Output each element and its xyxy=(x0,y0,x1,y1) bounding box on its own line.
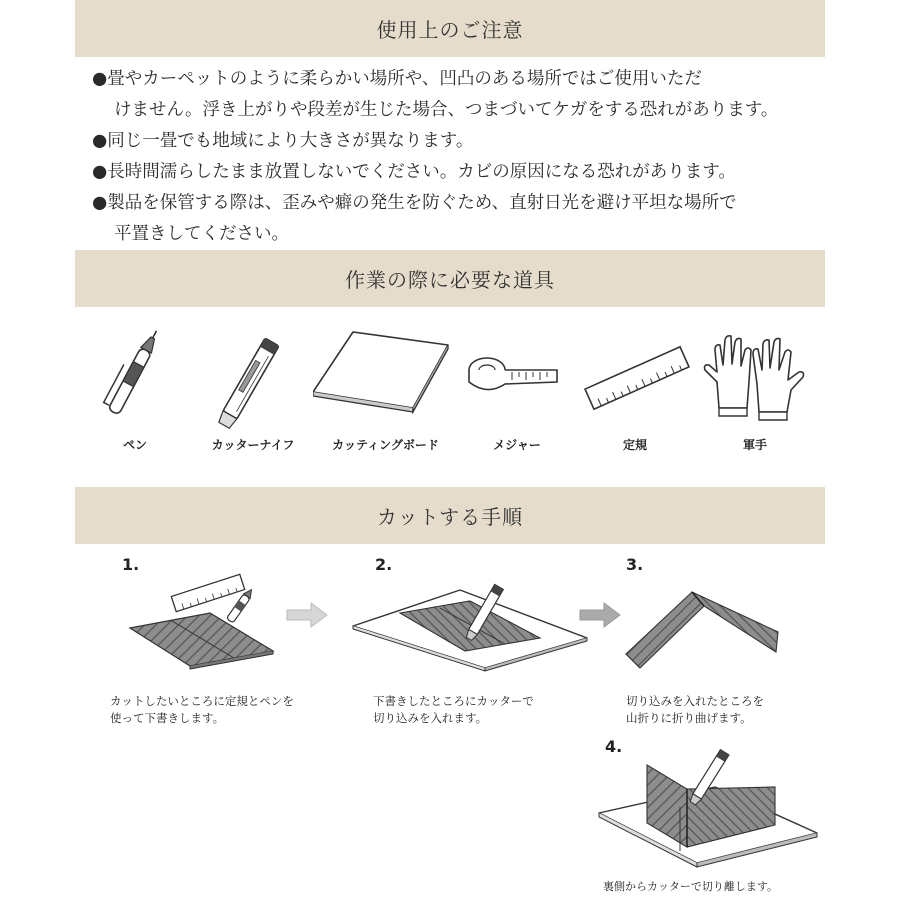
work-gloves-icon xyxy=(695,320,815,430)
step-4-caption: 裏側からカッターで切り離します。 xyxy=(603,880,779,893)
arrow-right-icon-2 xyxy=(578,600,623,630)
tool-tape-measure xyxy=(457,320,577,460)
tool-cutter-knife xyxy=(193,320,313,460)
step-4 xyxy=(595,735,825,900)
step-3-caption: 切り込みを入れたところを 山折りに折り曲げます。 xyxy=(626,694,764,725)
ruler-icon xyxy=(575,320,705,430)
pen-icon xyxy=(75,320,195,430)
step-1-number: 1. xyxy=(122,555,140,574)
tool-label-work-gloves: 軍手 xyxy=(742,438,767,452)
step-1 xyxy=(110,553,330,753)
caution-list xyxy=(92,64,832,250)
step-2-illustration xyxy=(345,568,595,678)
step-3-illustration xyxy=(622,568,822,678)
step-4-number: 4. xyxy=(605,737,623,756)
steps-header xyxy=(75,487,825,544)
caution-title: 使用上のご注意 xyxy=(376,18,524,42)
tool-label-cutter-knife: カッターナイフ xyxy=(211,438,295,452)
caution-item-4-line2: 平置きしてください。 xyxy=(114,224,289,244)
tool-label-ruler: 定規 xyxy=(622,438,647,452)
tool-pen xyxy=(75,320,195,460)
tool-ruler xyxy=(575,320,695,460)
step-2 xyxy=(345,553,595,753)
tool-work-gloves xyxy=(695,320,815,460)
tools-title: 作業の際に必要な道具 xyxy=(345,268,555,292)
tool-label-tape-measure: メジャー xyxy=(493,438,541,452)
arrow-right-icon xyxy=(285,600,330,630)
tools-header xyxy=(75,250,825,307)
caution-item-3: ●長時間濡らしたまま放置しないでください。カビの原因になる恐れがあります。 xyxy=(92,162,736,182)
caution-item-2: ●同じ一畳でも地域により大きさが異なります。 xyxy=(92,131,474,151)
caution-item-1-line1: ●畳やカーペットのように柔らかい場所や、凹凸のある場所ではご使用いただ xyxy=(92,69,702,89)
steps-title: カットする手順 xyxy=(376,505,524,529)
caution-header xyxy=(75,0,825,57)
tool-label-pen: ペン xyxy=(122,438,147,452)
cutting-board-icon xyxy=(313,320,458,430)
tool-cutting-board xyxy=(313,320,458,460)
caution-item-4-line1: ●製品を保管する際は、歪みや癖の発生を防ぐため、直射日光を避け平坦な場所で xyxy=(92,193,737,213)
cutter-knife-icon xyxy=(193,320,313,430)
step-2-number: 2. xyxy=(375,555,393,574)
step-4-illustration xyxy=(595,735,825,875)
tool-label-cutting-board: カッティングボード xyxy=(332,438,439,452)
caution-item-1-line2: けません。浮き上がりや段差が生じた場合、つまづいてケガをする恐れがあります。 xyxy=(114,100,779,120)
step-1-caption: カットしたいところに定規とペンを 使って下書きします。 xyxy=(110,694,294,725)
tape-measure-icon xyxy=(457,320,577,430)
step-3 xyxy=(622,553,822,753)
step-3-number: 3. xyxy=(626,555,644,574)
tools-row xyxy=(75,320,825,460)
step-2-caption: 下書きしたところにカッターで 切り込みを入れます。 xyxy=(373,694,534,725)
